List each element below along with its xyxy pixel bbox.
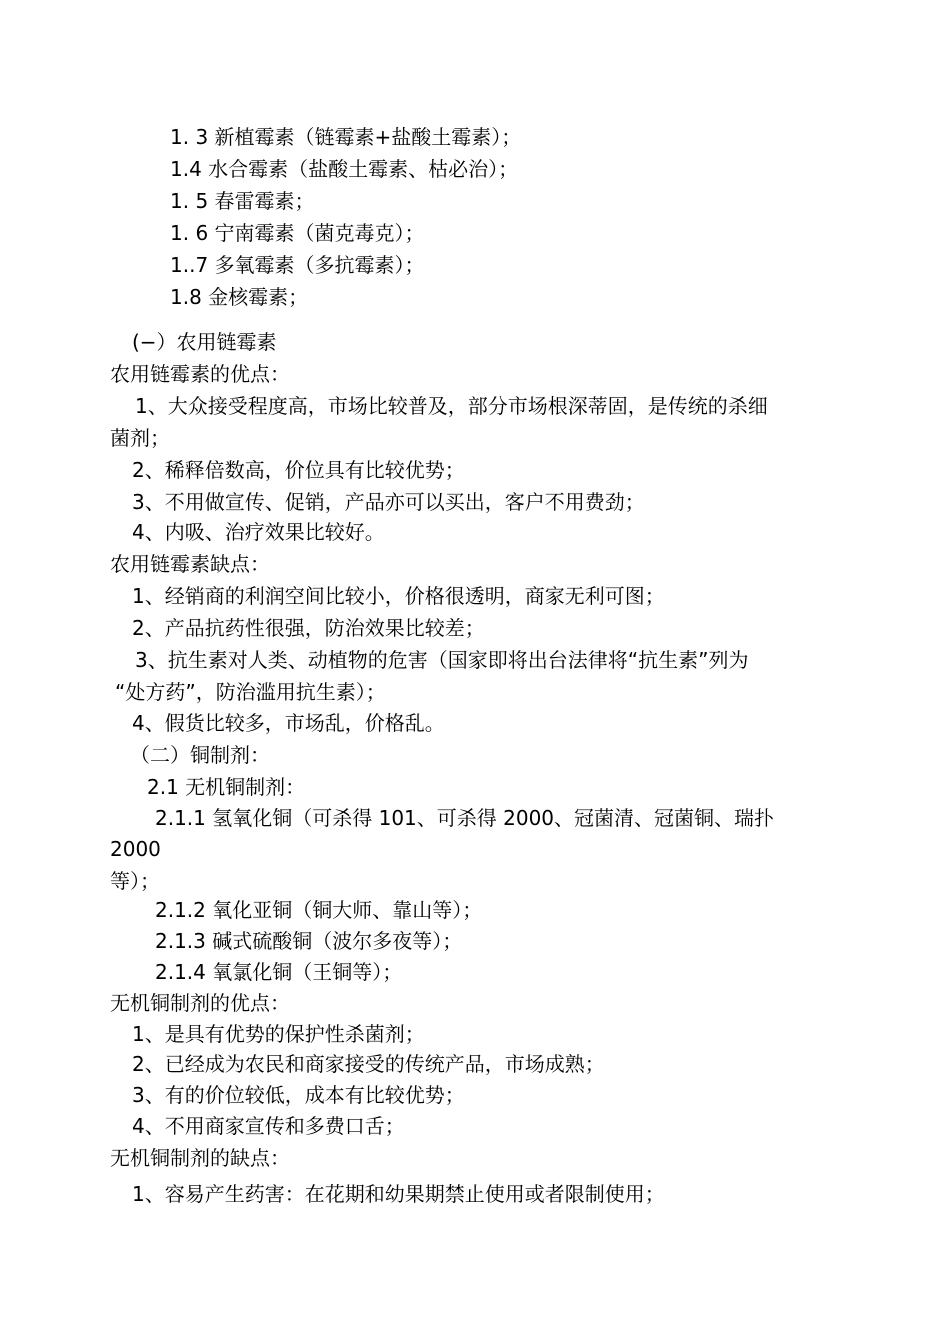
subheading-copper-advantages: 无机铜制剂的优点： <box>110 991 290 1015</box>
list-item-1-4: 1.4 水合霉素（盐酸土霉素、枯必治）； <box>170 157 519 181</box>
list-item-1-7: 1..7 多氧霉素（多抗霉素）； <box>170 253 425 277</box>
paragraph-disadvantage-2: 2、产品抗药性很强，防治效果比较差； <box>132 616 485 640</box>
list-item-2-1-1-cont-a: 2000 <box>110 837 161 861</box>
list-item-2-1-1: 2.1.1 氢氧化铜（可杀得 101、可杀得 2000、冠菌清、冠菌铜、瑞扑 <box>155 806 775 830</box>
paragraph-advantage-2: 2、稀释倍数高，价位具有比较优势； <box>132 458 465 482</box>
list-item-2-1-2: 2.1.2 氧化亚铜（铜大师、靠山等）； <box>155 898 483 922</box>
paragraph-advantage-1-cont: 菌剂； <box>110 426 170 450</box>
paragraph-advantage-1: 1、大众接受程度高，市场比较普及，部分市场根深蒂固，是传统的杀细 <box>135 394 768 418</box>
paragraph-advantage-3: 3、不用做宣传、促销，产品亦可以买出，客户不用费劲； <box>132 490 645 514</box>
list-item-1-3: 1. 3 新植霉素（链霉素+盐酸土霉素）； <box>170 125 522 149</box>
paragraph-copper-advantage-1: 1、是具有优势的保护性杀菌剂； <box>132 1022 425 1046</box>
paragraph-advantage-4: 4、内吸、治疗效果比较好。 <box>132 520 385 544</box>
section-heading-streptomycin: (−）农用链霉素 <box>132 330 277 354</box>
subheading-copper-disadvantages: 无机铜制剂的缺点： <box>110 1146 290 1170</box>
paragraph-disadvantage-3: 3、抗生素对人类、动植物的危害（国家即将出台法律将“抗生素”列为 <box>135 648 749 672</box>
paragraph-copper-advantage-3: 3、有的价位较低，成本有比较优势； <box>132 1083 465 1107</box>
paragraph-disadvantage-1: 1、经销商的利润空间比较小，价格很透明，商家无利可图； <box>132 584 665 608</box>
paragraph-copper-advantage-2: 2、已经成为农民和商家接受的传统产品，市场成熟； <box>132 1052 605 1076</box>
list-item-1-6: 1. 6 宁南霉素（菌克毒克）； <box>170 221 425 245</box>
list-item-1-5: 1. 5 春雷霉素； <box>170 189 315 213</box>
list-item-2-1-4: 2.1.4 氧氯化铜（王铜等）； <box>155 960 403 984</box>
list-item-2-1-3: 2.1.3 碱式硫酸铜（波尔多夜等）； <box>155 929 463 953</box>
list-item-2-1-1-cont-b: 等）； <box>110 869 160 893</box>
paragraph-disadvantage-4: 4、假货比较多，市场乱，价格乱。 <box>132 711 445 735</box>
paragraph-copper-disadvantage-1: 1、容易产生药害：在花期和幼果期禁止使用或者限制使用； <box>132 1182 665 1206</box>
paragraph-disadvantage-3-cont: “处方药”，防治滥用抗生素）； <box>115 680 386 704</box>
section-heading-copper: （二）铜制剂： <box>130 743 270 767</box>
subheading-streptomycin-disadvantages: 农用链霉素缺点： <box>110 552 270 576</box>
list-item-1-8: 1.8 金核霉素； <box>170 285 309 309</box>
subsection-heading-inorganic-copper: 2.1 无机铜制剂： <box>147 775 306 799</box>
subheading-streptomycin-advantages: 农用链霉素的优点： <box>110 362 290 386</box>
paragraph-copper-advantage-4: 4、不用商家宣传和多费口舌； <box>132 1114 405 1138</box>
